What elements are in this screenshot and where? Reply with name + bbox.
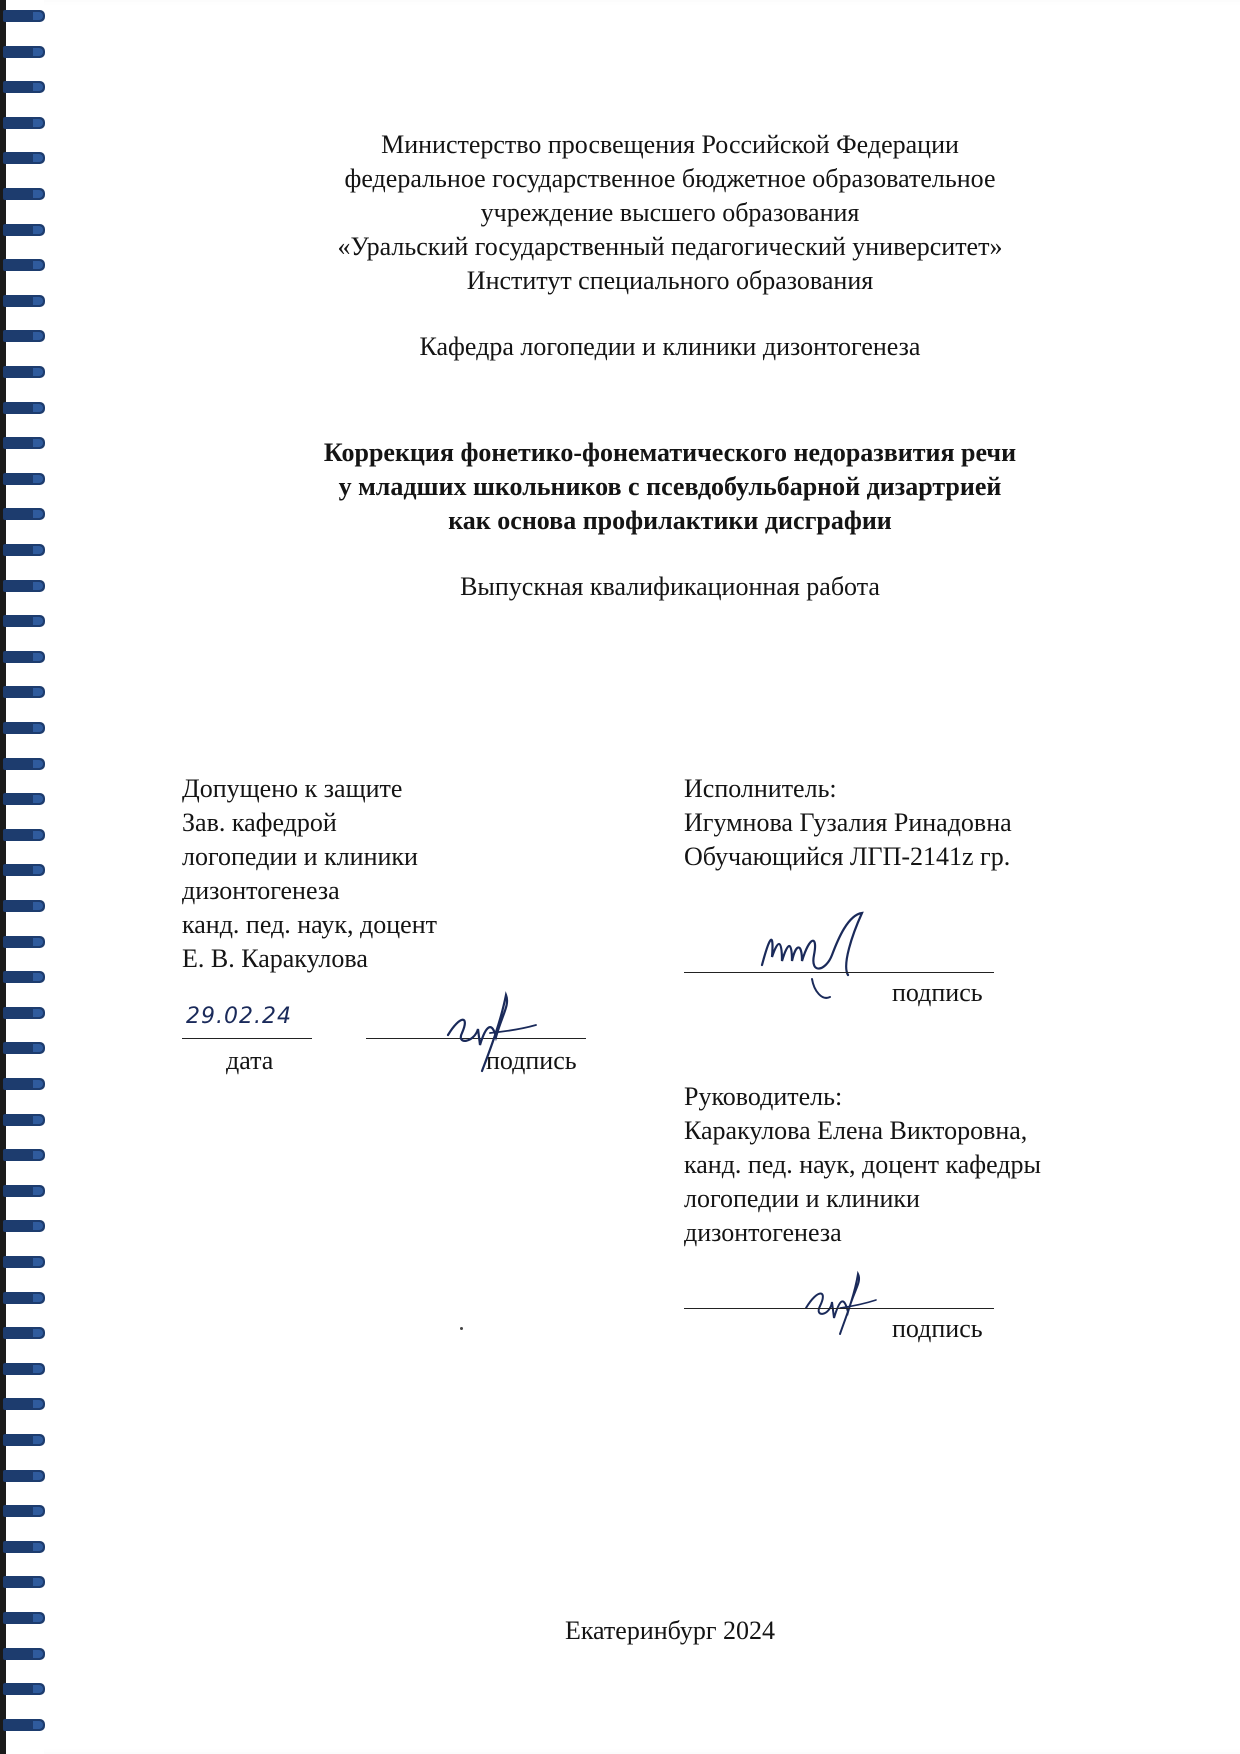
binding-ring (3, 473, 45, 485)
thesis-title-line-3: как основа профилактики дисграфии (448, 506, 892, 535)
binding-ring (3, 686, 45, 698)
binding-ring (3, 1292, 45, 1304)
approval-line-5: канд. пед. наук, доцент (182, 910, 437, 939)
supervisor-signature-line (684, 1308, 994, 1309)
department-name: Кафедра логопедии и клиники дизонтогенеза (419, 332, 921, 361)
executor-signature (752, 905, 882, 1005)
institution-line-1: федеральное государственное бюджетное образовательное (344, 164, 996, 193)
supervisor-position-line-1: канд. пед. наук, доцент кафедры (684, 1150, 1042, 1179)
binding-ring (3, 580, 45, 592)
university-name: «Уральский государственный педагогический университет» (337, 232, 1003, 261)
binding-ring (3, 900, 45, 912)
supervisor-position-line-3: дизонтогенеза (684, 1218, 842, 1247)
binding-ring (3, 1398, 45, 1410)
binding-ring (3, 1648, 45, 1660)
binding-ring (3, 10, 45, 22)
executor-block (684, 772, 1012, 874)
ministry-line: Министерство просвещения Российской Федерации (381, 130, 959, 159)
thesis-title-line-1: Коррекция фонетико-фонематического недоразвития речи (323, 438, 1017, 467)
binding-ring (3, 1007, 45, 1019)
binding-ring (3, 366, 45, 378)
executor-signature-label: подпись (892, 978, 983, 1007)
binding-ring (3, 1505, 45, 1517)
binding-ring (3, 224, 45, 236)
approval-block (182, 772, 437, 976)
scan-speck (460, 1327, 463, 1330)
binding-ring (3, 295, 45, 307)
binding-ring (3, 936, 45, 948)
spiral-binding (0, 0, 44, 1754)
binding-ring (3, 437, 45, 449)
binding-ring (3, 152, 45, 164)
binding-ring (3, 651, 45, 663)
executor-name: Игумнова Гузалия Ринадовна (684, 808, 1012, 837)
handwritten-date: 29.02.24 (186, 1004, 292, 1029)
binding-ring (3, 1363, 45, 1375)
binding-ring (3, 758, 45, 770)
binding-ring (3, 1042, 45, 1054)
binding-ring (3, 1612, 45, 1624)
binding-ring (3, 117, 45, 129)
approval-line-6: Е. В. Каракулова (182, 944, 368, 973)
binding-ring (3, 1541, 45, 1553)
approval-line-1: Допущено к защите (182, 774, 403, 803)
date-label: дата (226, 1046, 274, 1075)
binding-ring (3, 1434, 45, 1446)
binding-ring (3, 1683, 45, 1695)
supervisor-label: Руководитель: (684, 1082, 843, 1111)
approval-line-3: логопедии и клиники (182, 842, 418, 871)
binding-ring (3, 81, 45, 93)
binding-ring (3, 46, 45, 58)
binding-ring (3, 971, 45, 983)
binding-ring (3, 864, 45, 876)
binding-ring (3, 1078, 45, 1090)
supervisor-position-line-2: логопедии и клиники (684, 1184, 920, 1213)
approval-line-4: дизонтогенеза (182, 876, 340, 905)
binding-ring (3, 508, 45, 520)
binding-ring (3, 1149, 45, 1161)
supervisor-signature (800, 1268, 880, 1338)
binding-ring (3, 330, 45, 342)
binding-ring (3, 829, 45, 841)
binding-ring (3, 188, 45, 200)
binding-ring (3, 402, 45, 414)
binding-ring (3, 1576, 45, 1588)
binding-ring (3, 544, 45, 556)
approval-signature (440, 985, 550, 1075)
thesis-title-line-2: у младших школьников с псевдобульбарной дизартрией (338, 472, 1002, 501)
binding-ring (3, 1327, 45, 1339)
binding-ring (3, 259, 45, 271)
executor-group: Обучающийся ЛГП-2141z гр. (684, 842, 1011, 871)
supervisor-block (684, 1080, 1041, 1250)
supervisor-name: Каракулова Елена Викторовна, (684, 1116, 1028, 1145)
binding-ring (3, 1719, 45, 1731)
institution-line-2: учреждение высшего образования (480, 198, 860, 227)
binding-ring (3, 1220, 45, 1232)
executor-label: Исполнитель: (684, 774, 837, 803)
executor-signature-line (684, 972, 994, 973)
date-line (182, 1038, 312, 1039)
binding-ring (3, 1185, 45, 1197)
binding-ring (3, 722, 45, 734)
binding-ring (3, 1256, 45, 1268)
institute-name: Институт специального образования (466, 266, 874, 295)
approval-signature-label: подпись (486, 1046, 577, 1075)
binding-ring (3, 615, 45, 627)
approval-line-2: Зав. кафедрой (182, 808, 337, 837)
binding-ring (3, 793, 45, 805)
supervisor-signature-label: подпись (892, 1314, 983, 1343)
city-year: Екатеринбург 2024 (564, 1616, 776, 1645)
binding-ring (3, 1470, 45, 1482)
work-type: Выпускная квалификационная работа (460, 572, 880, 601)
binding-ring (3, 1114, 45, 1126)
